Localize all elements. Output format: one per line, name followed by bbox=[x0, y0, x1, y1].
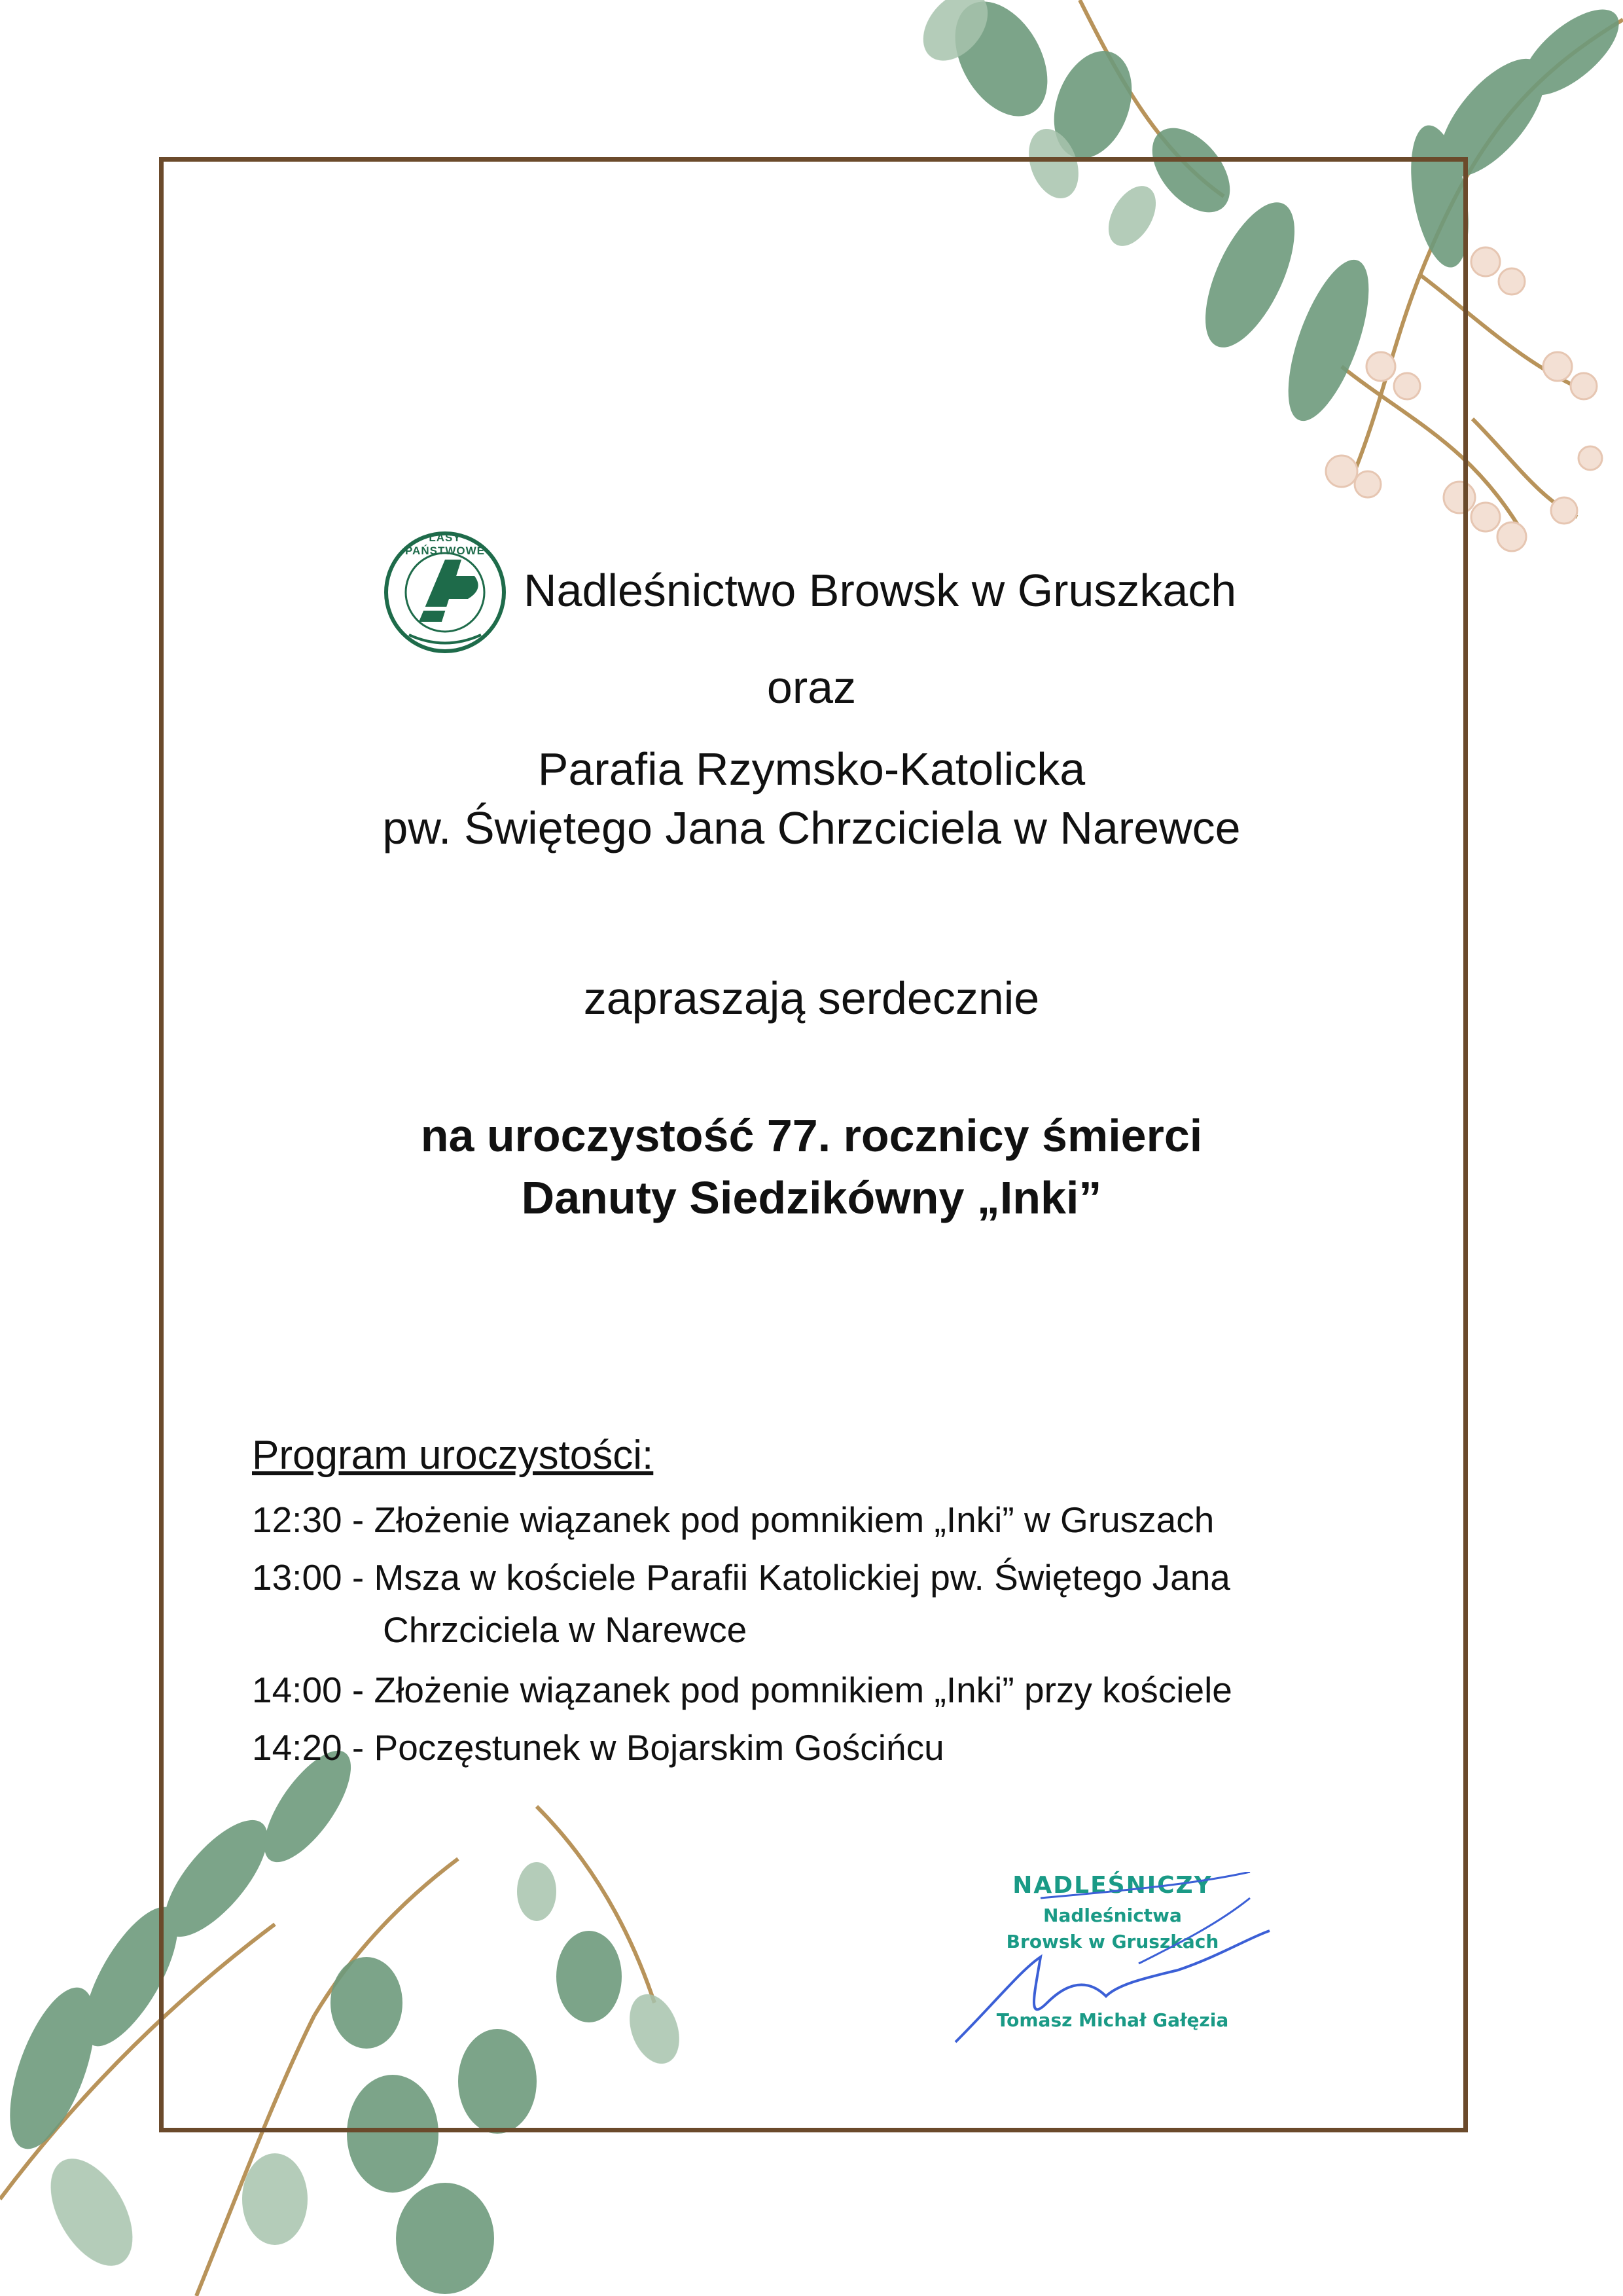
organizer-forestry: Nadleśnictwo Browsk w Gruszkach bbox=[524, 565, 1237, 616]
logo-text: LASY PAŃSTWOWE bbox=[404, 531, 485, 557]
invitation-intro: zapraszają serdecznie bbox=[583, 973, 1040, 1024]
event-title-line1: na uroczystość 77. rocznicy śmierci bbox=[420, 1110, 1203, 1161]
program-item-continuation: Chrzciciela w Narewce bbox=[383, 1609, 747, 1650]
handwritten-signature bbox=[942, 1872, 1283, 2055]
program-item: 14:00 - Złożenie wiązanek pod pomnikiem „Inki” przy kościele bbox=[252, 1670, 1232, 1710]
program-heading: Program uroczystości: bbox=[252, 1433, 654, 1478]
stamp-line2: Nadleśnictwa bbox=[1043, 1905, 1182, 1926]
event-title-line2: Danuty Siedzikówny „Inki” bbox=[521, 1172, 1102, 1223]
program-item: 14:20 - Poczęstunek w Bojarskim Gościńcu bbox=[252, 1727, 944, 1768]
stamp-title: NADLEŚNICZY bbox=[1012, 1872, 1213, 1899]
stamp-line3: Browsk w Gruszkach bbox=[1006, 1931, 1219, 1952]
conjunction-and: oraz bbox=[766, 662, 857, 713]
stamp-name: Tomasz Michał Gałęzia bbox=[996, 2009, 1229, 2031]
organizer-parish-line2: pw. Świętego Jana Chrzciciela w Narewce bbox=[382, 802, 1241, 853]
organizer-parish-line1: Parafia Rzymsko-Katolicka bbox=[537, 744, 1086, 795]
program-item: 13:00 - Msza w kościele Parafii Katolickiej pw. Świętego Jana bbox=[252, 1557, 1230, 1598]
signature-stamp bbox=[942, 1872, 1283, 2055]
program-item: 12:30 - Złożenie wiązanek pod pomnikiem „Inki” w Gruszach bbox=[252, 1499, 1215, 1540]
